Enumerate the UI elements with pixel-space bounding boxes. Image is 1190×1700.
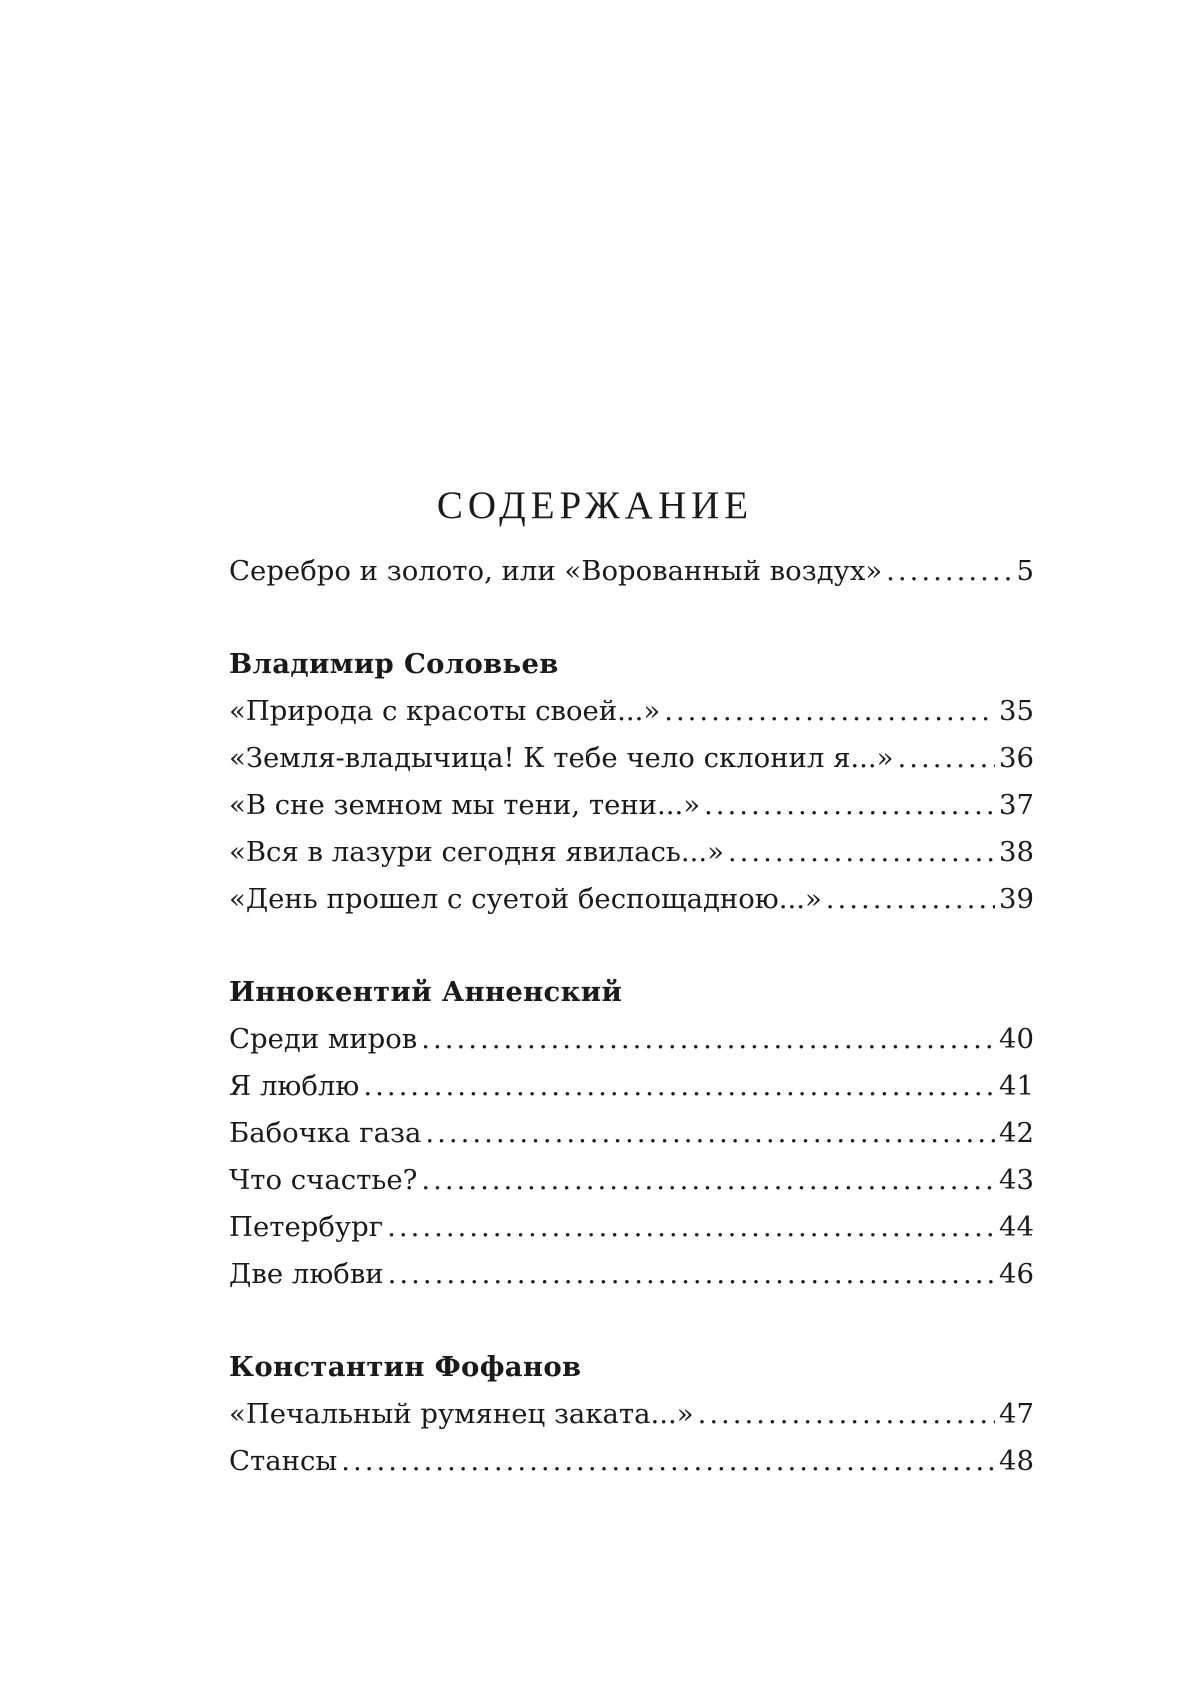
toc-entry-title: Серебро и золото, или «Ворованный воздух» bbox=[229, 555, 883, 587]
toc-entry-title: Среди миров bbox=[229, 1023, 418, 1055]
toc-entry bbox=[229, 876, 1034, 923]
author-heading: Владимир Соловьев bbox=[229, 648, 559, 680]
author-heading: Константин Фофанов bbox=[229, 1351, 582, 1383]
toc-entry-title: Что счастье? bbox=[229, 1164, 418, 1196]
toc-entry bbox=[229, 1110, 1034, 1157]
toc-page-number: 5 bbox=[1016, 555, 1034, 587]
toc-entry-title: «День прошел с суетой беспощадною...» bbox=[229, 883, 822, 915]
toc-page-number: 47 bbox=[999, 1398, 1034, 1430]
dot-leader bbox=[388, 1251, 995, 1298]
toc-entry-title: Бабочка газа bbox=[229, 1117, 422, 1149]
dot-leader bbox=[826, 876, 995, 923]
toc-page-number: 40 bbox=[999, 1023, 1034, 1055]
toc-page-number: 43 bbox=[999, 1164, 1034, 1196]
toc-section-annensky bbox=[229, 969, 1034, 1298]
toc-entry bbox=[229, 1016, 1034, 1063]
toc-entry-title: «Печальный румянец заката...» bbox=[229, 1398, 694, 1430]
toc-page-number: 36 bbox=[999, 742, 1034, 774]
dot-leader bbox=[387, 1204, 995, 1251]
toc-entry bbox=[229, 1391, 1034, 1438]
dot-leader bbox=[886, 548, 1012, 595]
toc-page-number: 48 bbox=[999, 1445, 1034, 1477]
dot-leader bbox=[664, 688, 995, 735]
toc-entry-intro bbox=[229, 548, 1034, 595]
author-heading: Иннокентий Анненский bbox=[229, 976, 623, 1008]
dot-leader bbox=[421, 1016, 995, 1063]
toc-entry-title: «Вся в лазури сегодня явилась...» bbox=[229, 836, 724, 868]
toc-entry-title: Я люблю bbox=[229, 1070, 360, 1102]
toc-entry bbox=[229, 1204, 1034, 1251]
toc-entry bbox=[229, 1063, 1034, 1110]
toc-entry-title: Две любви bbox=[229, 1258, 384, 1290]
toc-page-number: 46 bbox=[999, 1258, 1034, 1290]
toc-entry-title: Петербург bbox=[229, 1211, 384, 1243]
toc-entry bbox=[229, 688, 1034, 735]
toc-entry bbox=[229, 1157, 1034, 1204]
toc-page-number: 39 bbox=[999, 883, 1034, 915]
toc-entry bbox=[229, 829, 1034, 876]
dot-leader bbox=[421, 1157, 995, 1204]
toc-section-solovyov bbox=[229, 641, 1034, 923]
toc-page-number: 35 bbox=[999, 695, 1034, 727]
dot-leader bbox=[425, 1110, 995, 1157]
toc-entry-title: «Земля-владычица! К тебе чело склонил я...» bbox=[229, 742, 894, 774]
toc-entry bbox=[229, 1438, 1034, 1485]
toc-entry-title: «Природа с красоты своей...» bbox=[229, 695, 661, 727]
toc-page-number: 41 bbox=[999, 1070, 1034, 1102]
toc-section-fofanov bbox=[229, 1344, 1034, 1485]
toc-entry-title: Стансы bbox=[229, 1445, 338, 1477]
dot-leader bbox=[698, 1391, 995, 1438]
dot-leader bbox=[897, 735, 995, 782]
page-title: СОДЕРЖАНИЕ bbox=[436, 484, 754, 528]
dot-leader bbox=[341, 1438, 995, 1485]
dot-leader bbox=[363, 1063, 995, 1110]
toc-entry-title: «В сне земном мы тени, тени...» bbox=[229, 789, 701, 821]
table-of-contents bbox=[229, 548, 1034, 1485]
toc-entry bbox=[229, 1251, 1034, 1298]
toc-page-number: 37 bbox=[999, 789, 1034, 821]
toc-page-number: 38 bbox=[999, 836, 1034, 868]
dot-leader bbox=[728, 829, 995, 876]
dot-leader bbox=[704, 782, 995, 829]
toc-page-number: 44 bbox=[999, 1211, 1034, 1243]
toc-entry bbox=[229, 782, 1034, 829]
toc-entry bbox=[229, 735, 1034, 782]
toc-page-number: 42 bbox=[999, 1117, 1034, 1149]
